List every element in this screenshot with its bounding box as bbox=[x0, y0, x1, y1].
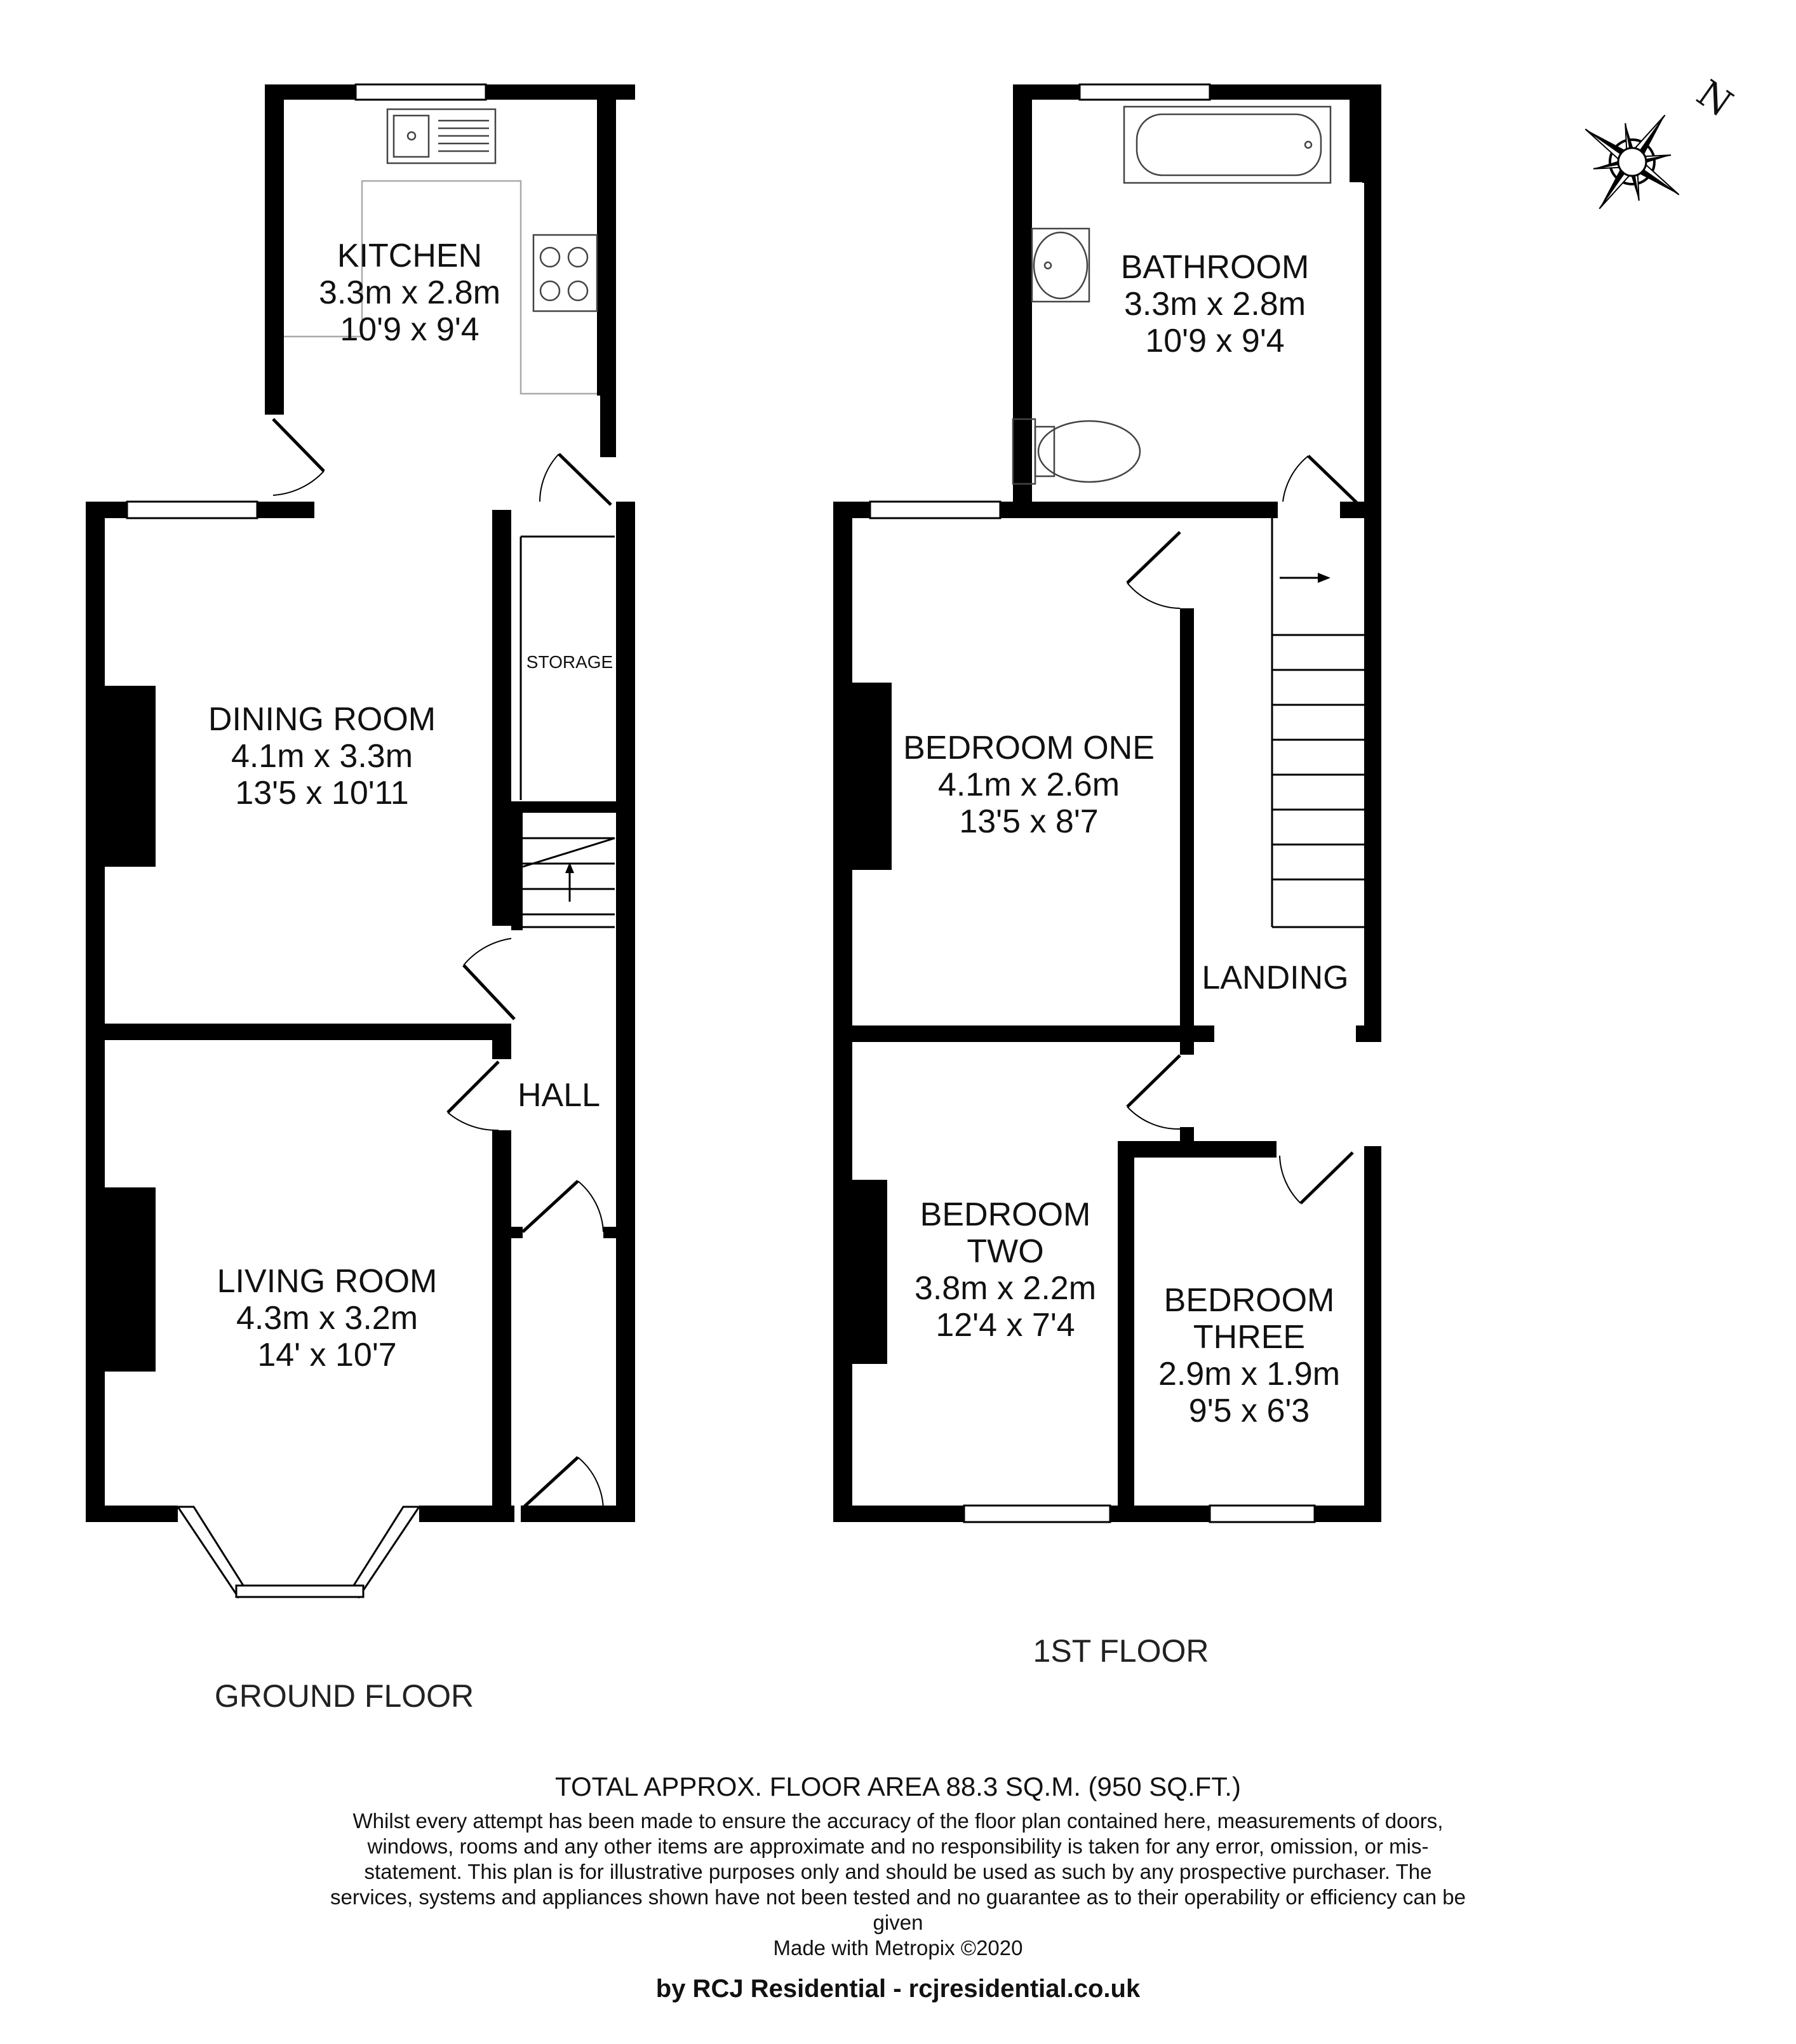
bedroom-one-door[interactable] bbox=[1127, 532, 1180, 583]
living-chimney bbox=[105, 1187, 156, 1372]
living-room-name: LIVING ROOM bbox=[217, 1263, 438, 1300]
agent-credit: by RCJ Residential - rcjresidential.co.uk bbox=[655, 1975, 1141, 2003]
compass-rose-icon bbox=[1553, 72, 1741, 242]
kitchen-metric: 3.3m x 2.8m bbox=[318, 274, 501, 311]
footer bbox=[0, 1772, 1796, 2003]
living-room-door[interactable] bbox=[448, 1062, 499, 1112]
bedroom-three-name-line2: THREE bbox=[1193, 1319, 1306, 1356]
first-floor-stairs bbox=[1272, 508, 1364, 927]
ground-stairs bbox=[511, 813, 615, 930]
made-with-credit: Made with Metropix ©2020 bbox=[773, 1936, 1023, 1960]
bedroom-three-metric: 2.9m x 1.9m bbox=[1158, 1356, 1341, 1393]
bedroom-two-chimney bbox=[852, 1180, 887, 1364]
ground-floor-label: GROUND FLOOR bbox=[214, 1678, 474, 1714]
bedroom-two-door[interactable] bbox=[1127, 1055, 1180, 1107]
dining-room-metric: 4.1m x 3.3m bbox=[231, 738, 413, 775]
storage-door[interactable] bbox=[559, 454, 611, 505]
bedroom-three-window bbox=[1210, 1506, 1315, 1522]
living-room-imperial: 14' x 10'7 bbox=[257, 1337, 397, 1373]
kitchen-name: KITCHEN bbox=[337, 237, 483, 274]
landing-name: LANDING bbox=[1202, 959, 1349, 996]
bathroom-name: BATHROOM bbox=[1120, 249, 1310, 286]
bathroom-imperial: 10'9 x 9'4 bbox=[1145, 323, 1285, 359]
bathroom-window bbox=[1080, 84, 1210, 100]
compass-north-label: N bbox=[1689, 71, 1741, 126]
living-room-metric: 4.3m x 3.2m bbox=[236, 1300, 419, 1337]
bedroom-three-imperial: 9'5 x 6'3 bbox=[1188, 1393, 1310, 1429]
bedroom-two-window bbox=[964, 1506, 1110, 1522]
storage-name: STORAGE bbox=[526, 652, 613, 672]
bedroom-one-imperial: 13'5 x 8'7 bbox=[959, 803, 1099, 840]
bedroom-three-name-line1: BEDROOM bbox=[1163, 1282, 1335, 1319]
hall-inner-door[interactable] bbox=[523, 1181, 578, 1232]
basin-icon bbox=[1032, 229, 1089, 302]
front-door[interactable] bbox=[523, 1457, 578, 1508]
hall-name: HALL bbox=[517, 1077, 601, 1114]
bath-icon bbox=[1124, 107, 1330, 183]
bedroom-one-chimney bbox=[852, 683, 892, 870]
bathroom-metric: 3.3m x 2.8m bbox=[1123, 286, 1306, 323]
kitchen-sink-icon bbox=[387, 109, 495, 163]
kitchen-door[interactable] bbox=[273, 419, 324, 471]
bedroom-two-name-line2: TWO bbox=[967, 1233, 1044, 1270]
bedroom-two-metric: 3.8m x 2.2m bbox=[914, 1270, 1097, 1307]
bedroom-two-imperial: 12'4 x 7'4 bbox=[935, 1307, 1075, 1344]
dining-hall-door[interactable] bbox=[464, 965, 514, 1019]
dining-room-name: DINING ROOM bbox=[208, 701, 436, 738]
bedroom-one-metric: 4.1m x 2.6m bbox=[937, 766, 1120, 803]
dining-chimney bbox=[105, 686, 156, 867]
bedroom-three-door[interactable] bbox=[1301, 1152, 1353, 1203]
total-floor-area: TOTAL APPROX. FLOOR AREA 88.3 SQ.M. (950 SQ.FT.) bbox=[555, 1772, 1241, 1801]
kitchen-window bbox=[356, 84, 486, 100]
ground-floor-plan bbox=[86, 84, 635, 1714]
disclaimer-text: Whilst every attempt has been made to ensure the accuracy of the floor plan contained here, measurements of doors, windows, rooms and any other items are approximate and no responsibility is taken for any error, omission, or mis-statement. This plan is for illustrative purposes only and should be used as such by any prospective purchaser. The services, systems and appliances shown have not been tested and no guarantee as to their operability or efficiency can be given bbox=[330, 1809, 1466, 1934]
kitchen-imperial: 10'9 x 9'4 bbox=[340, 311, 479, 348]
bedroom-two-name-line1: BEDROOM bbox=[920, 1196, 1091, 1233]
first-floor-label: 1ST FLOOR bbox=[1033, 1633, 1209, 1669]
first-floor-plan bbox=[833, 84, 1381, 1669]
bathroom-door[interactable] bbox=[1308, 456, 1362, 508]
dining-window bbox=[127, 502, 257, 518]
dining-room-imperial: 13'5 x 10'11 bbox=[235, 775, 409, 812]
kitchen-hob-icon bbox=[533, 235, 597, 311]
bedroom-one-name: BEDROOM ONE bbox=[903, 730, 1155, 766]
living-bay-window bbox=[178, 1507, 419, 1597]
bedroom-one-window bbox=[870, 502, 1000, 518]
